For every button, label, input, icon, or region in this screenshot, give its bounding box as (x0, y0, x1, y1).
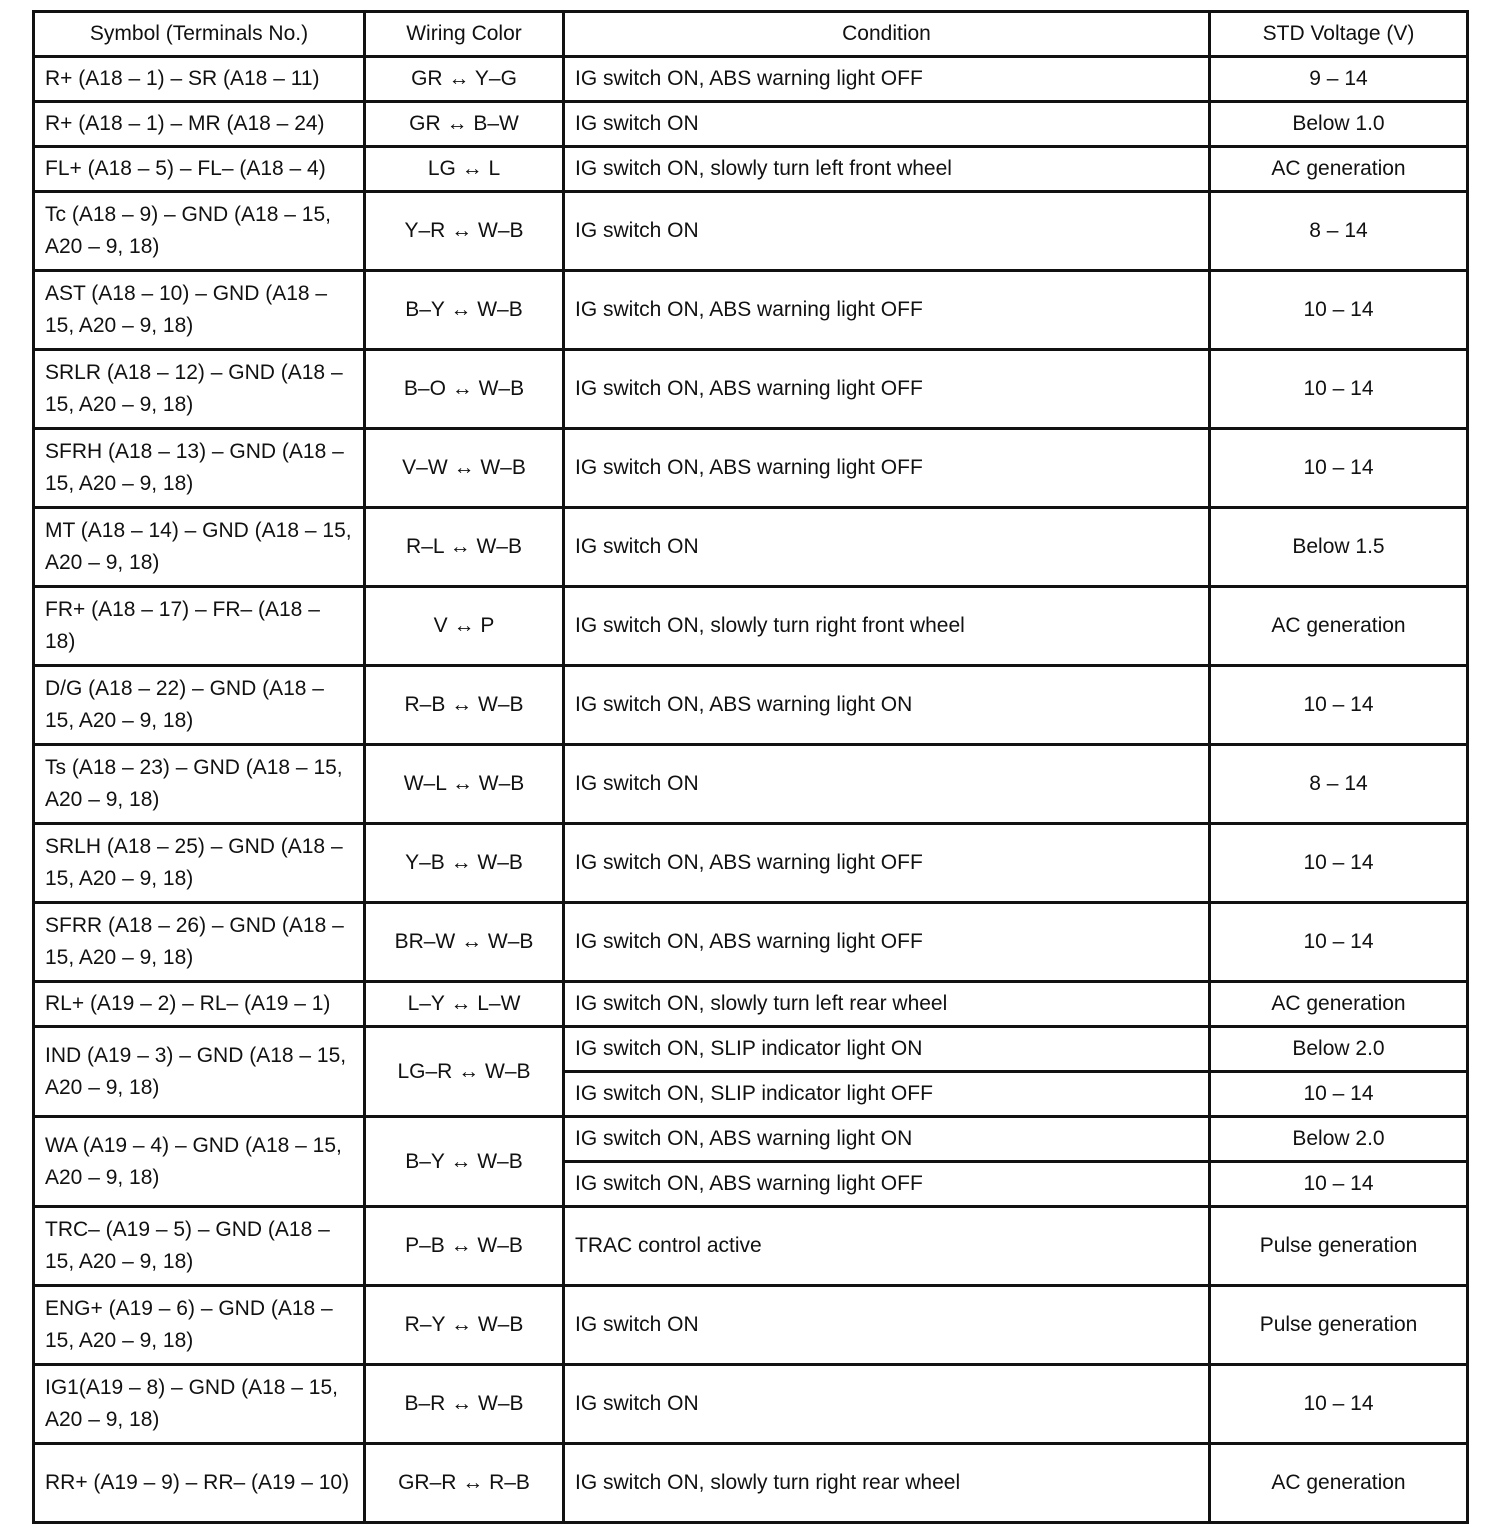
wiring-color-cell: Y–R ↔ W–B (365, 192, 564, 271)
std-voltage-cell: Below 2.0 (1210, 1027, 1468, 1072)
wiring-color-cell: BR–W ↔ W–B (365, 903, 564, 982)
wiring-color-cell: B–O ↔ W–B (365, 350, 564, 429)
condition-cell: IG switch ON, ABS warning light OFF (564, 271, 1210, 350)
table-row (34, 508, 1468, 587)
condition-cell: IG switch ON (564, 1365, 1210, 1444)
wiring-color-cell: R–L ↔ W–B (365, 508, 564, 587)
condition-cell: IG switch ON, slowly turn left front wheel (564, 147, 1210, 192)
wiring-color-cell: GR ↔ Y–G (365, 57, 564, 102)
std-voltage-cell: AC generation (1210, 982, 1468, 1027)
std-voltage-cell: AC generation (1210, 1444, 1468, 1523)
std-voltage-cell: Below 1.5 (1210, 508, 1468, 587)
table-row (34, 102, 1468, 147)
std-voltage-cell: 8 – 14 (1210, 192, 1468, 271)
condition-cell: TRAC control active (564, 1207, 1210, 1286)
condition-cell: IG switch ON, ABS warning light OFF (564, 57, 1210, 102)
wiring-color-cell: LG ↔ L (365, 147, 564, 192)
terminal-symbol-cell: ENG+ (A19 – 6) – GND (A18 – 15, A20 – 9, 18) (34, 1286, 365, 1365)
table-row (34, 1027, 1468, 1072)
table-row (34, 57, 1468, 102)
std-voltage-cell: Pulse generation (1210, 1207, 1468, 1286)
condition-cell: IG switch ON (564, 192, 1210, 271)
terminal-symbol-cell: RR+ (A19 – 9) – RR– (A19 – 10) (34, 1444, 365, 1523)
table-row (34, 666, 1468, 745)
wiring-color-cell: P–B ↔ W–B (365, 1207, 564, 1286)
terminal-symbol-cell: RL+ (A19 – 2) – RL– (A19 – 1) (34, 982, 365, 1027)
condition-cell: IG switch ON (564, 102, 1210, 147)
condition-cell: IG switch ON, ABS warning light OFF (564, 429, 1210, 508)
table-row (34, 1365, 1468, 1444)
table-row (34, 1117, 1468, 1162)
std-voltage-cell: 10 – 14 (1210, 271, 1468, 350)
table-row (34, 982, 1468, 1027)
terminal-symbol-cell: Ts (A18 – 23) – GND (A18 – 15, A20 – 9, 18) (34, 745, 365, 824)
terminal-symbol-cell: SFRH (A18 – 13) – GND (A18 – 15, A20 – 9, 18) (34, 429, 365, 508)
wiring-color-cell: V ↔ P (365, 587, 564, 666)
condition-cell: IG switch ON, ABS warning light OFF (564, 350, 1210, 429)
condition-cell: IG switch ON, SLIP indicator light OFF (564, 1072, 1210, 1117)
terminal-symbol-cell: SRLR (A18 – 12) – GND (A18 – 15, A20 – 9, 18) (34, 350, 365, 429)
table-row (34, 1444, 1468, 1523)
std-voltage-cell: 8 – 14 (1210, 745, 1468, 824)
std-voltage-cell: 9 – 14 (1210, 57, 1468, 102)
table-row (34, 1286, 1468, 1365)
terminal-symbol-cell: D/G (A18 – 22) – GND (A18 – 15, A20 – 9, 18) (34, 666, 365, 745)
condition-cell: IG switch ON (564, 745, 1210, 824)
terminal-symbol-cell: TRC– (A19 – 5) – GND (A18 – 15, A20 – 9, 18) (34, 1207, 365, 1286)
wiring-color-cell: B–R ↔ W–B (365, 1365, 564, 1444)
terminal-symbol-cell: SFRR (A18 – 26) – GND (A18 – 15, A20 – 9, 18) (34, 903, 365, 982)
std-voltage-cell: 10 – 14 (1210, 1365, 1468, 1444)
terminal-symbol-cell: Tc (A18 – 9) – GND (A18 – 15, A20 – 9, 18) (34, 192, 365, 271)
terminal-symbol-cell: WA (A19 – 4) – GND (A18 – 15, A20 – 9, 18) (34, 1117, 365, 1207)
condition-cell: IG switch ON, ABS warning light OFF (564, 903, 1210, 982)
table-body (34, 57, 1468, 1523)
condition-cell: IG switch ON, slowly turn left rear wheel (564, 982, 1210, 1027)
wiring-color-cell: V–W ↔ W–B (365, 429, 564, 508)
wiring-color-cell: GR–R ↔ R–B (365, 1444, 564, 1523)
std-voltage-cell: Below 1.0 (1210, 102, 1468, 147)
terminal-symbol-cell: MT (A18 – 14) – GND (A18 – 15, A20 – 9, 18) (34, 508, 365, 587)
table-row (34, 903, 1468, 982)
header-condition: Condition (564, 12, 1210, 57)
condition-cell: IG switch ON, ABS warning light OFF (564, 824, 1210, 903)
std-voltage-cell: 10 – 14 (1210, 903, 1468, 982)
table-header-row (34, 12, 1468, 57)
terminal-voltage-table (32, 10, 1469, 1524)
table-row (34, 350, 1468, 429)
std-voltage-cell: 10 – 14 (1210, 666, 1468, 745)
wiring-color-cell: R–Y ↔ W–B (365, 1286, 564, 1365)
table-row (34, 745, 1468, 824)
table-row (34, 587, 1468, 666)
wiring-color-cell: W–L ↔ W–B (365, 745, 564, 824)
header-std-voltage: STD Voltage (V) (1210, 12, 1468, 57)
terminal-symbol-cell: R+ (A18 – 1) – SR (A18 – 11) (34, 57, 365, 102)
table-row (34, 429, 1468, 508)
header-wiring-color: Wiring Color (365, 12, 564, 57)
condition-cell: IG switch ON, ABS warning light OFF (564, 1162, 1210, 1207)
terminal-symbol-cell: IND (A19 – 3) – GND (A18 – 15, A20 – 9, 18) (34, 1027, 365, 1117)
terminal-symbol-cell: SRLH (A18 – 25) – GND (A18 – 15, A20 – 9, 18) (34, 824, 365, 903)
terminal-symbol-cell: FL+ (A18 – 5) – FL– (A18 – 4) (34, 147, 365, 192)
condition-cell: IG switch ON, ABS warning light ON (564, 666, 1210, 745)
table-row (34, 824, 1468, 903)
std-voltage-cell: 10 – 14 (1210, 429, 1468, 508)
wiring-color-cell: B–Y ↔ W–B (365, 271, 564, 350)
table-row (34, 271, 1468, 350)
condition-cell: IG switch ON, slowly turn right front wheel (564, 587, 1210, 666)
std-voltage-cell: AC generation (1210, 147, 1468, 192)
condition-cell: IG switch ON, ABS warning light ON (564, 1117, 1210, 1162)
table-row (34, 1207, 1468, 1286)
terminal-symbol-cell: R+ (A18 – 1) – MR (A18 – 24) (34, 102, 365, 147)
wiring-color-cell: B–Y ↔ W–B (365, 1117, 564, 1207)
table-row (34, 147, 1468, 192)
header-symbol: Symbol (Terminals No.) (34, 12, 365, 57)
std-voltage-cell: 10 – 14 (1210, 350, 1468, 429)
wiring-color-cell: Y–B ↔ W–B (365, 824, 564, 903)
std-voltage-cell: 10 – 14 (1210, 824, 1468, 903)
wiring-color-cell: LG–R ↔ W–B (365, 1027, 564, 1117)
wiring-color-cell: R–B ↔ W–B (365, 666, 564, 745)
wiring-color-cell: GR ↔ B–W (365, 102, 564, 147)
terminal-symbol-cell: AST (A18 – 10) – GND (A18 – 15, A20 – 9, 18) (34, 271, 365, 350)
std-voltage-cell: AC generation (1210, 587, 1468, 666)
terminal-symbol-cell: IG1(A19 – 8) – GND (A18 – 15, A20 – 9, 18) (34, 1365, 365, 1444)
condition-cell: IG switch ON (564, 508, 1210, 587)
std-voltage-cell: 10 – 14 (1210, 1162, 1468, 1207)
condition-cell: IG switch ON (564, 1286, 1210, 1365)
wiring-color-cell: L–Y ↔ L–W (365, 982, 564, 1027)
condition-cell: IG switch ON, SLIP indicator light ON (564, 1027, 1210, 1072)
std-voltage-cell: Below 2.0 (1210, 1117, 1468, 1162)
table-row (34, 192, 1468, 271)
std-voltage-cell: Pulse generation (1210, 1286, 1468, 1365)
terminal-symbol-cell: FR+ (A18 – 17) – FR– (A18 – 18) (34, 587, 365, 666)
condition-cell: IG switch ON, slowly turn right rear wheel (564, 1444, 1210, 1523)
std-voltage-cell: 10 – 14 (1210, 1072, 1468, 1117)
